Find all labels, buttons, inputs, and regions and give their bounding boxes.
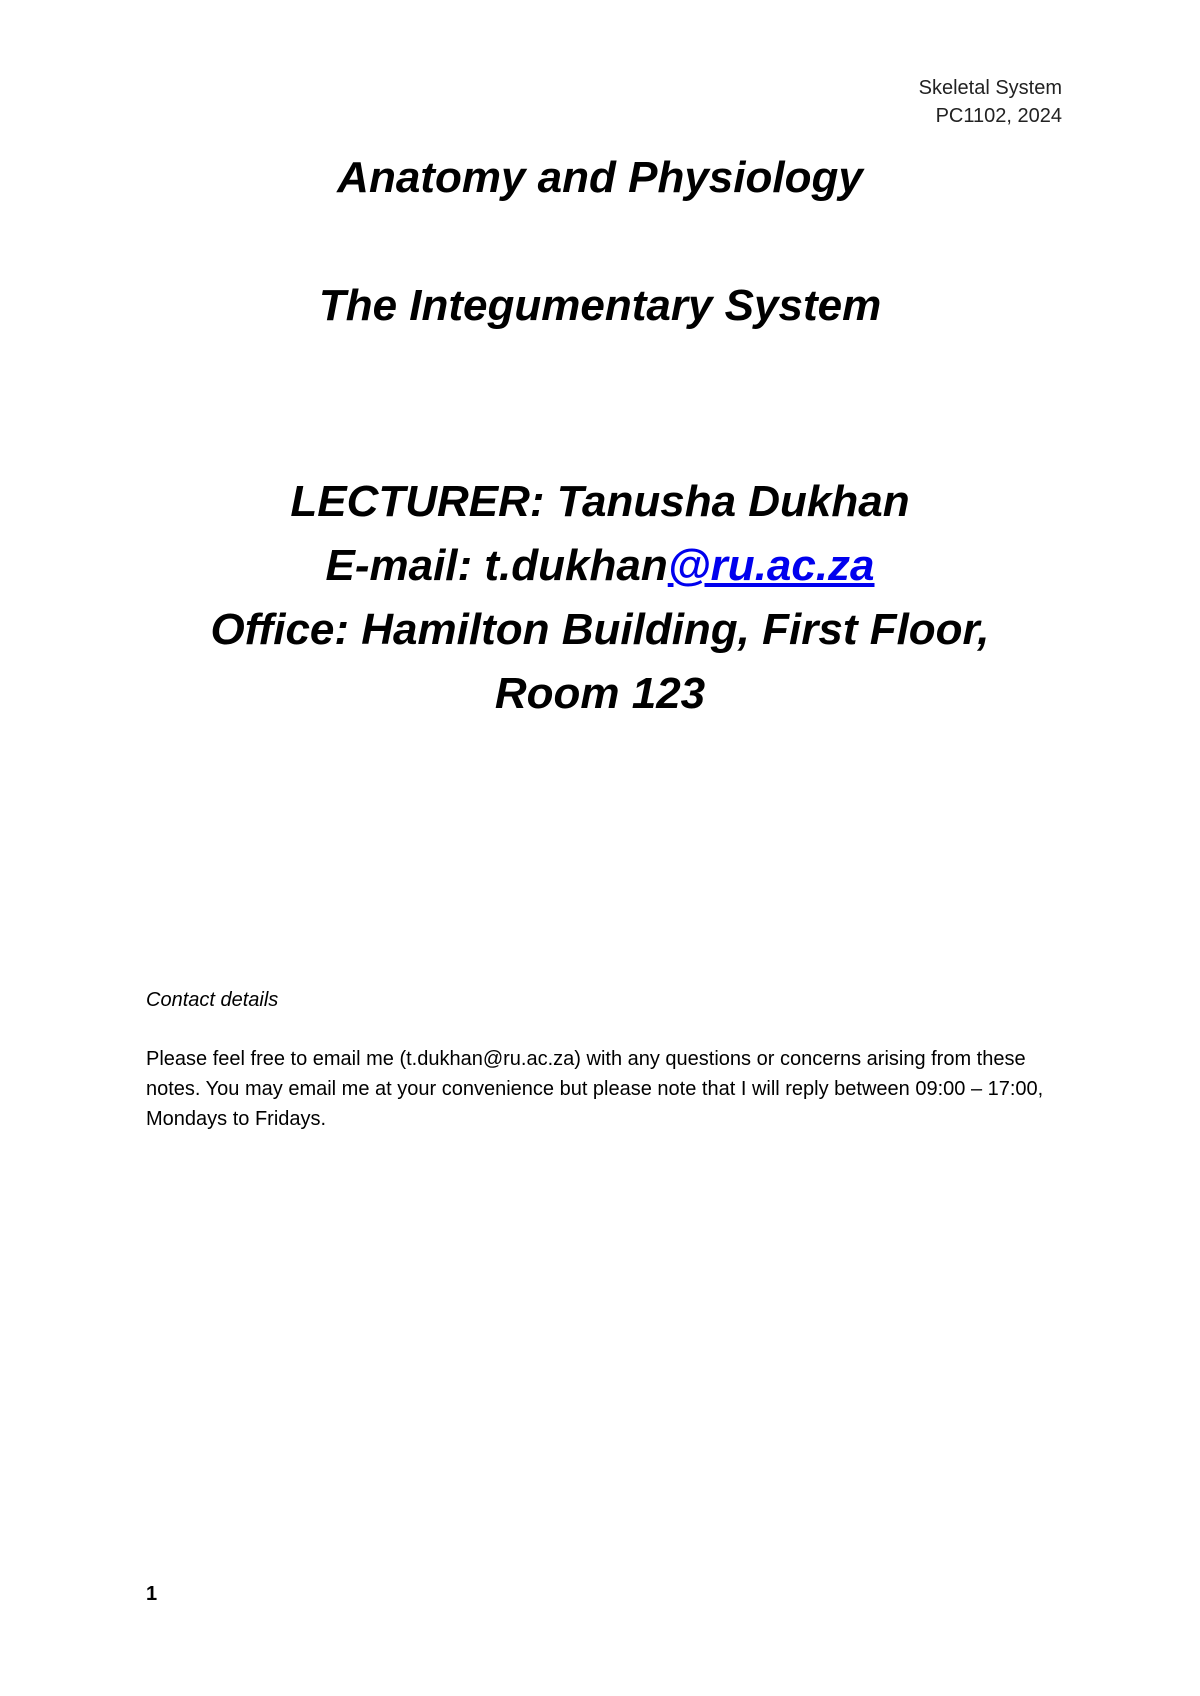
email-prefix: E-mail: t.dukhan (325, 541, 668, 590)
document-subtitle: The Integumentary System (318, 281, 882, 330)
lecturer-info (120, 470, 1080, 726)
email-link[interactable]: @ru.ac.za (667, 541, 875, 590)
document-title: Anatomy and Physiology (337, 153, 863, 202)
office-line-1: Office: Hamilton Building, First Floor, (210, 605, 990, 654)
office-line-2: Room 123 (494, 669, 706, 718)
page-number: 1 (146, 1583, 158, 1605)
running-header (919, 74, 1062, 130)
header-course-topic: Skeletal System (918, 77, 1062, 99)
lecturer-email (120, 534, 1080, 598)
header-course-code: PC1102, 2024 (935, 105, 1062, 127)
lecturer-name: LECTURER: Tanusha Dukhan (290, 477, 910, 526)
contact-details-heading: Contact details (146, 989, 279, 1011)
contact-details-paragraph: Please feel free to email me (t.dukhan@ru.ac.za) with any questions or concerns arising from these notes. You may email me at your convenience but please note that I will reply between 09:00 – 17:00, Mondays to Fridays. (146, 1048, 1044, 1130)
